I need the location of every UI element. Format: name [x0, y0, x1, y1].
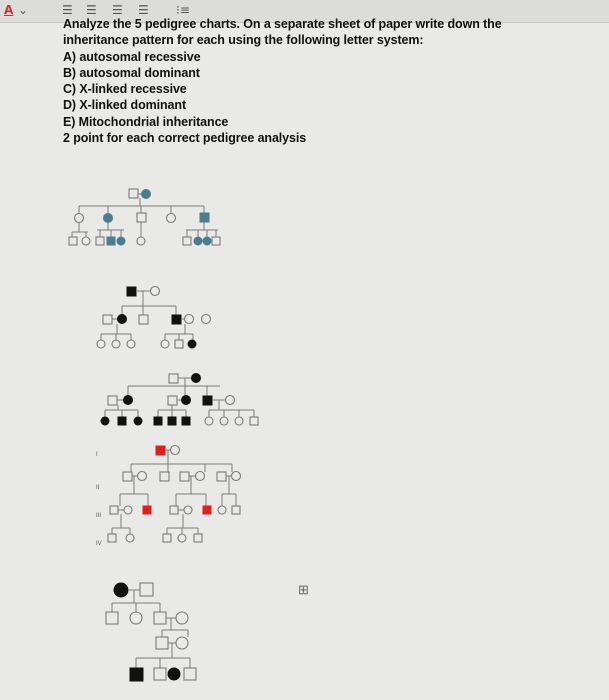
option-b: B) autosomal dominant: [63, 65, 200, 80]
pedigree-4: [96, 446, 241, 548]
p4-gen-label-3: III: [96, 513, 102, 519]
option-e: E) Mitochondrial inheritance: [63, 114, 229, 129]
p2-gen1-male-affected: [127, 287, 136, 296]
p3-gen1-female-affected: [192, 374, 201, 383]
font-color-button[interactable]: A: [4, 3, 14, 17]
pedigree-3: [101, 374, 258, 426]
option-a: A) autosomal recessive: [63, 49, 201, 64]
p1-gen2-female-2: [167, 214, 176, 223]
option-d: D) X-linked dominant: [63, 98, 187, 113]
p2-gen2-female-affected: [118, 315, 127, 324]
p4-gen-label-1: I: [96, 452, 98, 458]
question-line-2: inheritance pattern for each using the following letter system:: [63, 33, 424, 48]
p1-gen2-male-affected: [200, 213, 209, 222]
pedigree-1: [69, 189, 220, 245]
p4-gen-label-2: II: [96, 485, 100, 491]
p5-gen4-male-affected: [130, 668, 143, 681]
list-icon[interactable]: ⁝≡: [176, 3, 190, 17]
points-note: 2 point for each correct pedigree analysis: [63, 131, 307, 146]
p5-gen1-female-affected: [114, 583, 128, 597]
option-c: C) X-linked recessive: [63, 82, 187, 97]
align-center-icon[interactable]: ☰: [86, 3, 97, 17]
question-line-1: Analyze the 5 pedigree charts. On a separate sheet of paper write down the: [63, 17, 502, 31]
font-color-dropdown-icon[interactable]: ⌄: [18, 3, 29, 17]
p1-gen2-male: [137, 213, 146, 222]
p1-gen2-female-affected: [104, 214, 113, 223]
align-left-icon[interactable]: ☰: [62, 3, 73, 17]
pedigree-2: [97, 287, 211, 349]
insert-image-icon[interactable]: ⊞: [298, 582, 309, 597]
justify-icon[interactable]: ☰: [138, 3, 149, 17]
pedigree-5: [106, 583, 196, 681]
p1-gen1-female-affected: [142, 190, 151, 199]
p4-gen1-male-affected: [156, 446, 165, 455]
align-right-icon[interactable]: ☰: [112, 3, 123, 17]
p1-gen1-male: [129, 189, 138, 198]
p4-gen3-male-affected-2: [203, 506, 211, 514]
p1-gen2-female: [75, 214, 84, 223]
p4-gen3-male-affected-1: [143, 506, 151, 514]
p2-gen2-male-affected: [172, 315, 181, 324]
p4-gen-label-4: IV: [96, 541, 102, 547]
